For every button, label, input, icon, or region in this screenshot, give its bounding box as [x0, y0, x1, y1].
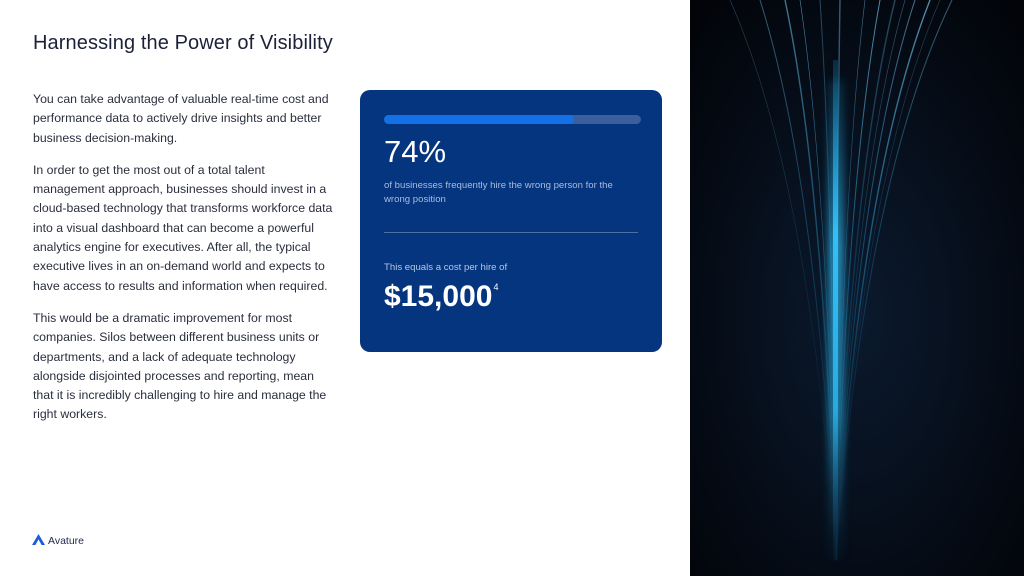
avature-logo-icon	[32, 532, 45, 550]
brand-logo	[32, 532, 84, 550]
decorative-image	[690, 0, 1024, 576]
body-paragraph-2: In order to get the most out of a total talent management approach, businesses should invest in a cloud-based technology that transforms workforce data into a visual dashboard that can become a powerful analytics engine for executives. After all, the typical executive lives in an on-demand world and expects to have access to results and information when required.	[33, 162, 333, 293]
stat-percent: 74%	[384, 134, 447, 169]
brand-name: Avature	[48, 535, 84, 547]
cost-value	[384, 280, 498, 314]
progress-bar	[384, 115, 641, 124]
cost-label: This equals a cost per hire of	[384, 262, 508, 273]
stat-card	[360, 90, 662, 352]
body-text	[33, 90, 333, 438]
stat-description: of businesses frequently hire the wrong person for the wrong position	[384, 180, 613, 205]
cost-footnote: 4	[493, 282, 499, 292]
cost-amount: $15,000	[384, 280, 493, 313]
light-streaks-image	[690, 0, 1024, 576]
body-paragraph-3: This would be a dramatic improvement for most companies. Silos between different business units or departments, and a lack of adequate technology alongside disjointed processes and reporting, mean that it is incredibly challenging to hire and manage the right workers.	[33, 310, 327, 422]
page-title: Harnessing the Power of Visibility	[33, 32, 333, 54]
body-paragraph-1: You can take advantage of valuable real-time cost and performance data to actively drive insights and better business decision-making.	[33, 92, 329, 145]
card-divider	[384, 232, 638, 233]
progress-bar-fill	[384, 115, 574, 124]
